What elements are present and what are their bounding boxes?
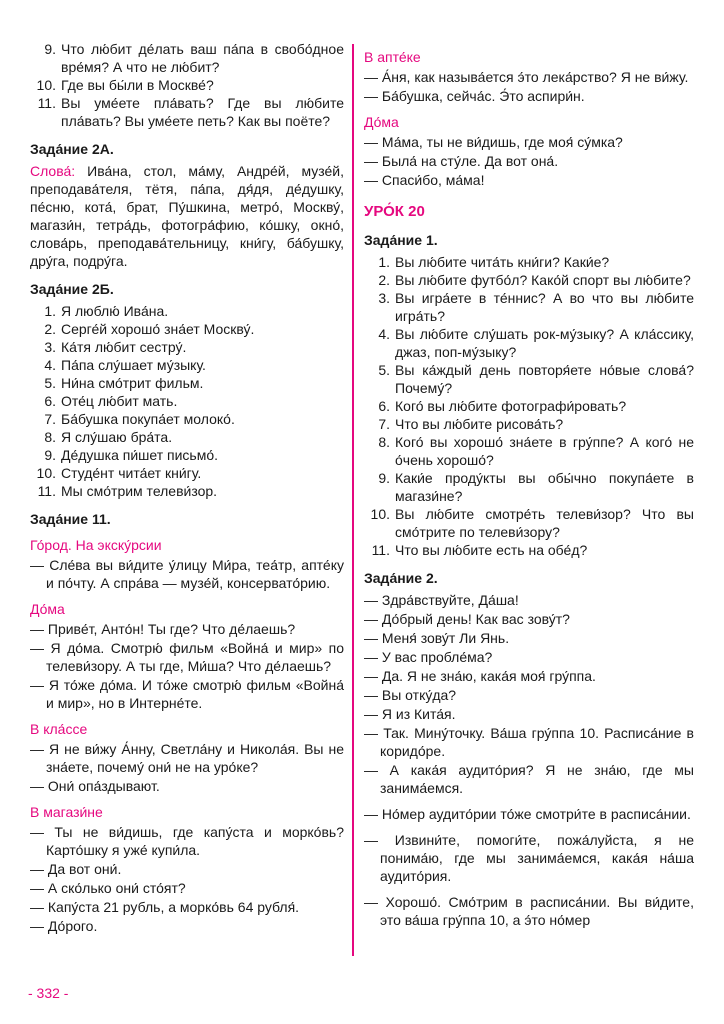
list-item — [30, 464, 344, 482]
list-item-number: 7. — [378, 416, 390, 432]
dialog-line: — Я не ви́жу А́нну, Светла́ну и Никола́я. Вы не зна́ете, почему́ они́ не на уро́ке? — [30, 741, 344, 775]
dialog — [364, 68, 694, 105]
list-item — [30, 40, 344, 76]
list-item-number: 2. — [378, 272, 390, 288]
dialog-line: — Приве́т, Анто́н! Ты где? Что де́лаешь? — [30, 621, 296, 637]
list-item-text: Вы лю́бите чита́ть кни́ги? Каки́е? — [395, 254, 610, 270]
list-item — [364, 325, 694, 361]
list-item — [30, 410, 344, 428]
list-item-text: Оте́ц лю́бит мать. — [61, 393, 178, 409]
list-item-text: Вы лю́бите смотре́ть телеви́зор? Что вы смо́трите по телеви́зору? — [395, 506, 694, 540]
list-item-text: Студе́нт чита́ет кни́гу. — [61, 465, 202, 481]
list-item-number: 6. — [378, 398, 390, 414]
list-item — [30, 76, 344, 94]
list-item — [364, 415, 694, 433]
list-item-number: 11. — [37, 95, 56, 111]
list-item-number: 8. — [378, 434, 390, 450]
dialog-line: — А ско́лько они́ сто́ят? — [30, 880, 186, 896]
task-heading: Зада́ние 11. — [30, 511, 111, 527]
dialog — [364, 133, 694, 189]
lesson-heading: УРО́К 20 — [364, 203, 425, 220]
list-item-text: Серге́й хорошо́ зна́ет Москву́. — [61, 321, 255, 337]
task-heading: Зада́ние 2. — [364, 570, 438, 586]
word-bank-label: Слова́: — [30, 163, 88, 179]
list-item-number: 3. — [44, 339, 56, 355]
dialog — [364, 591, 694, 797]
list-item-text: Кого́ вы хорошо́ зна́ете в гру́ппе? А кого́ не о́чень хорошо́? — [395, 434, 694, 468]
list-item-number: 10. — [36, 77, 56, 93]
list-item — [30, 446, 344, 464]
list-item — [30, 320, 344, 338]
numbered-list — [30, 302, 344, 500]
list-item-number: 4. — [44, 357, 56, 373]
list-item — [364, 505, 694, 541]
list-item — [30, 356, 344, 374]
list-item — [30, 482, 344, 500]
dialog-line: — Я до́ма. Смотрю́ фильм «Война́ и мир» по телеви́зору. А ты где, Ми́ша? Что де́лаешь? — [30, 640, 344, 674]
list-item — [30, 94, 344, 130]
dialog-line: — Ма́ма, ты не ви́дишь, где моя́ су́мка? — [364, 134, 623, 150]
list-item-number: 5. — [378, 362, 390, 378]
list-item-text: Вы ка́ждый день повторя́ете но́вые слова́? Почему́? — [395, 362, 694, 396]
task-heading: Зада́ние 2А. — [30, 141, 114, 157]
list-item-text: Де́душка пи́шет письмо́. — [61, 447, 219, 463]
list-item-text: Что лю́бит де́лать ваш па́па в свобо́дное вре́мя? А что не лю́бит? — [61, 41, 344, 75]
dialog — [30, 823, 344, 935]
list-item-number: 10. — [36, 465, 56, 481]
list-item-text: Вы игра́ете в те́ннис? А во что вы лю́бите игра́ть? — [395, 290, 694, 324]
dialog-line: — Ты не ви́дишь, где капу́ста и морко́вь? Карто́шку я уже́ купи́ла. — [30, 824, 344, 858]
list-item-number: 6. — [44, 393, 56, 409]
section-subheading: Го́род. На экску́рсии — [30, 537, 162, 553]
list-item-text: Вы уме́ете пла́вать? Где вы лю́бите пла́вать? Вы уме́ете петь? Как вы поёте? — [61, 95, 344, 129]
dialog — [30, 620, 344, 712]
list-item — [30, 374, 344, 392]
dialog-line: — Меня́ зову́т Ли Янь. — [364, 630, 510, 646]
list-item-number: 11. — [37, 483, 56, 499]
numbered-list — [30, 40, 344, 130]
column-divider — [352, 44, 354, 956]
dialog — [30, 740, 344, 795]
dialog — [364, 831, 694, 885]
dialog — [364, 805, 694, 823]
list-item-text: Где вы бы́ли в Москве́? — [61, 77, 214, 93]
dialog-line: — Сле́ва вы ви́дите у́лицу Ми́ра, теа́тр, апте́ку и по́чту. А спра́ва — музе́й, консервато́рию. — [30, 557, 344, 591]
list-item-text: Каки́е проду́кты вы обы́чно покупа́ете в магази́не? — [395, 470, 694, 504]
list-item-text: Что вы лю́бите рисова́ть? — [395, 416, 564, 432]
dialog-line: — Я то́же до́ма. И то́же смотрю́ фильм «Война́ и мир», но в Интерне́те. — [30, 677, 344, 711]
list-item — [364, 433, 694, 469]
section-subheading: В магази́не — [30, 804, 103, 820]
list-item — [364, 271, 694, 289]
list-item — [30, 302, 344, 320]
list-item-text: Вы лю́бите футбо́л? Како́й спорт вы лю́бите? — [395, 272, 691, 288]
dialog — [30, 556, 344, 592]
task-heading: Зада́ние 1. — [364, 232, 438, 248]
section-subheading: В кла́ссе — [30, 721, 88, 737]
task-heading: Зада́ние 2Б. — [30, 281, 114, 297]
dialog-line: — Была́ на сту́ле. Да вот она́. — [364, 153, 559, 169]
word-bank — [30, 162, 344, 270]
left-column — [30, 40, 344, 943]
numbered-list — [364, 253, 694, 559]
dialog-line: — Я из Кита́я. — [364, 706, 456, 722]
list-item-text: Ни́на смо́трит фильм. — [61, 375, 204, 391]
list-item-number: 3. — [378, 290, 390, 306]
list-item-text: Я люблю́ Ива́на. — [61, 303, 169, 319]
dialog-line: — Да. Я не зна́ю, кака́я моя́ гру́ппа. — [364, 668, 596, 684]
list-item-number: 9. — [44, 447, 56, 463]
list-item — [364, 397, 694, 415]
dialog-line: — Они́ опа́здывают. — [30, 778, 160, 794]
dialog-line: — Капу́ста 21 рубль, а морко́вь 64 рубля́. — [30, 899, 300, 915]
dialog-line: — До́брый день! Как вас зову́т? — [364, 611, 570, 627]
list-item — [30, 428, 344, 446]
list-item-text: Кого́ вы лю́бите фотографи́ровать? — [395, 398, 627, 414]
list-item-text: Ка́тя лю́бит сестру́. — [61, 339, 187, 355]
dialog-line: — Хорошо́. Смо́трим в расписа́нии. Вы ви́дите, это ва́ша гру́ппа 10, а э́то но́мер — [364, 894, 694, 928]
list-item — [364, 253, 694, 271]
section-subheading: В апте́ке — [364, 49, 421, 65]
list-item-text: Ба́бушка покупа́ет молоко́. — [61, 411, 235, 427]
word-bank-words: Ива́на, стол, ма́му, Андре́й, музе́й, преподава́теля, тётя, па́па, дя́дя, де́душку, пе́сню, кота́, брат, Пу́шкина, метро́, Москву́, магази́н, тетра́дь, фотогра́фию, ко́шку, окно́, слова́рь, преподава́тельницу, кни́гу, ба́бушку, дру́га, подру́га. — [30, 163, 344, 269]
dialog-line: — У вас пробле́ма? — [364, 649, 493, 665]
page-number: - 332 - — [28, 985, 69, 1001]
dialog-line: — А кака́я аудито́рия? Я не зна́ю, где мы занима́емся. — [364, 762, 694, 796]
list-item-number: 4. — [378, 326, 390, 342]
list-item-number: 1. — [44, 303, 56, 319]
dialog-line: — А́ня, как называ́ется э́то лека́рство? Я не ви́жу. — [364, 69, 689, 85]
section-subheading: До́ма — [30, 601, 65, 617]
list-item-number: 8. — [44, 429, 56, 445]
dialog-line: — Так. Мину́точку. Ва́ша гру́ппа 10. Расписа́ние в коридо́ре. — [364, 725, 694, 759]
list-item-number: 5. — [44, 375, 56, 391]
list-item-text: Что вы лю́бите есть на обе́д? — [395, 542, 588, 558]
list-item — [364, 541, 694, 559]
list-item — [30, 392, 344, 410]
dialog-line: — Извини́те, помоги́те, пожа́луйста, я не понима́ю, где мы занима́емся, кака́я на́ша аудито́рия. — [364, 832, 694, 884]
dialog-line: — Да вот они́. — [30, 861, 122, 877]
dialog-line: — До́рого. — [30, 918, 98, 934]
list-item-number: 11. — [371, 542, 390, 558]
list-item-text: Я слу́шаю бра́та. — [61, 429, 173, 445]
dialog-line: — Ба́бушка, сейча́с. Э́то аспири́н. — [364, 88, 585, 104]
dialog — [364, 893, 694, 929]
list-item-text: Вы лю́бите слу́шать рок-му́зыку? А кла́ссику, джаз, поп-му́зыку? — [395, 326, 694, 360]
right-column — [364, 40, 694, 937]
list-item-text: Па́па слу́шает му́зыку. — [61, 357, 206, 373]
list-item-number: 2. — [44, 321, 56, 337]
list-item — [364, 361, 694, 397]
list-item-number: 7. — [44, 411, 56, 427]
list-item — [364, 469, 694, 505]
dialog-line: — Здра́вствуйте, Да́ша! — [364, 592, 519, 608]
dialog-line: — Вы отку́да? — [364, 687, 457, 703]
section-subheading: До́ма — [364, 114, 399, 130]
list-item — [364, 289, 694, 325]
list-item-number: 10. — [370, 506, 390, 522]
list-item — [30, 338, 344, 356]
list-item-number: 9. — [378, 470, 390, 486]
dialog-line: — Спаси́бо, ма́ма! — [364, 172, 485, 188]
list-item-number: 1. — [378, 254, 390, 270]
list-item-text: Мы смо́трим телеви́зор. — [61, 483, 218, 499]
dialog-line: — Но́мер аудито́рии то́же смотри́те в расписа́нии. — [364, 806, 691, 822]
list-item-number: 9. — [44, 41, 56, 57]
